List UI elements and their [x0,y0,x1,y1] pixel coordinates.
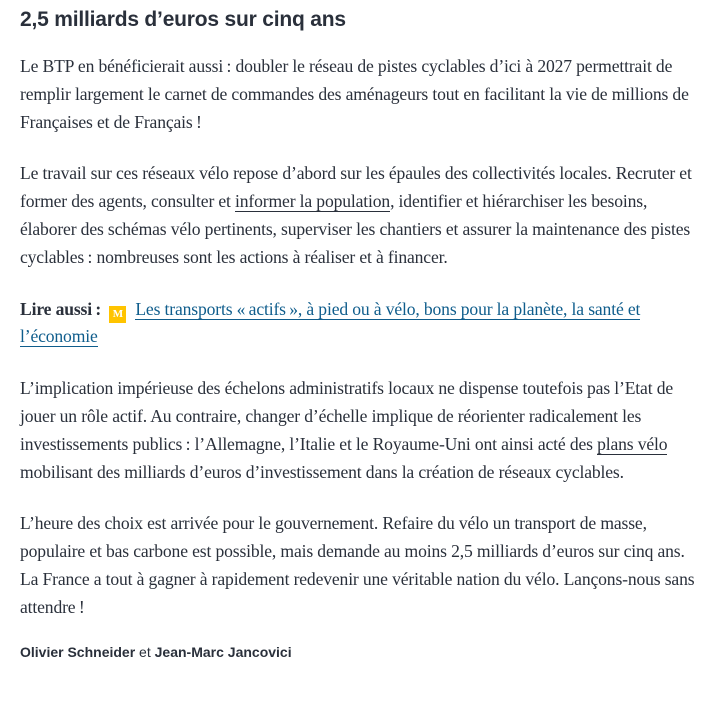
link-informer-population[interactable]: informer la population [235,191,391,212]
section-heading: 2,5 milliards d’euros sur cinq ans [20,8,346,31]
paragraph-conclusion: L’heure des choix est arrivée pour le gouvernement. Refaire du vélo un transport de masse, populaire et bas carbone est possible, mais demande au moins 2,5 milliards d’euros sur cinq ans. La France a tout à gagner à rapidement redevenir une véritable nation du vélo. Lançons-nous sans attendre ! [20,513,695,617]
article-body [0,7,722,660]
paragraph-etat [20,375,702,486]
author-name: Olivier Schneider [20,643,136,660]
paragraph-text: , identifier et hiérarchiser les besoins, élaborer des schémas vélo pertinents, superviser les chantiers et assurer la maintenance des pistes cyclables : nombreuses sont les actions à réaliser et à financer. [20,191,691,267]
le-monde-logo-icon: M [109,306,126,323]
paragraph-text: mobilisant des milliards d’euros d’investissement dans la création de réseaux cyclables. [20,461,624,482]
related-article [20,296,702,352]
paragraph-collectivites [20,160,702,271]
link-plans-velo[interactable]: plans vélo [597,433,668,454]
byline-separator: et [135,643,155,660]
paragraph-text: L’implication impérieuse des échelons administratifs locaux ne dispense toutefois pas l’Etat de jouer un rôle actif. Au contraire, changer d’échelle implique de réorienter radicalement les investissements publics : l’Allemagne, l’Italie et le Royaume-Uni ont ainsi acté des [20,378,673,454]
byline [20,644,702,660]
paragraph-btp: Le BTP en bénéficierait aussi : doubler le réseau de pistes cyclables d’ici à 2027 permettrait de remplir largement le carnet de commandes des aménageurs tout en facilitant la vie de millions de Françaises et de Français ! [20,56,689,132]
paragraph-text: Le travail sur ces réseaux vélo repose d’abord sur les épaules des collectivités locales. Recruter et former des agents, consulter et [20,163,692,212]
author-name: Jean-Marc Jancovici [154,643,292,660]
related-article-link[interactable]: Les transports « actifs », à pied ou à vélo, bons pour la planète, la santé et l’économie [20,298,641,347]
lire-aussi-label: Lire aussi : [20,298,102,319]
